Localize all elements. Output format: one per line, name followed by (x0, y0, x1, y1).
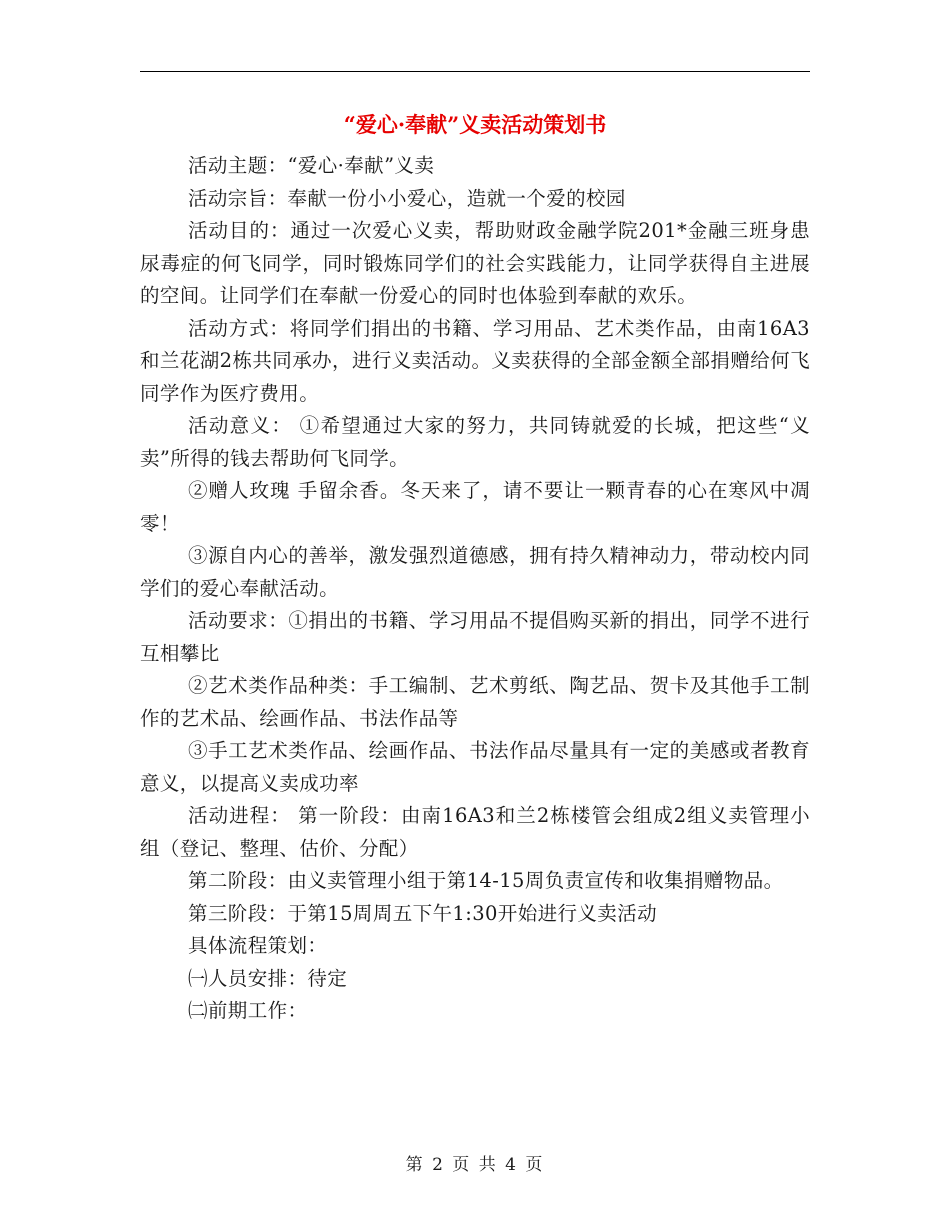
paragraph-stage-3: 第三阶段：于第15周周五下午1:30开始进行义卖活动 (188, 901, 658, 925)
paragraph-requirement-2: ②艺术类作品种类：手工编制、艺术剪纸、陶艺品、贺卡及其他手工制作的艺术品、绘画作品、书法作品等 (140, 674, 810, 730)
document-title: “爱心·奉献”义卖活动策划书 (343, 112, 607, 137)
paragraph-preparation: ㈡前期工作： (188, 999, 308, 1022)
paragraph-purpose: 活动宗旨：奉献一份小小爱心，造就一个爱的校园 (188, 186, 626, 210)
paragraph-requirement-1: 活动要求：①捐出的书籍、学习用品不提倡购买新的捐出，同学不进行互相攀比 (140, 609, 810, 665)
paragraph-meaning-1: 活动意义： ①希望通过大家的努力，共同铸就爱的长城，把这些“义卖”所得的钱去帮助何飞同学。 (140, 414, 810, 470)
paragraph-meaning-3: ③源自内心的善举，激发强烈道德感，拥有持久精神动力，带动校内同学们的爱心奉献活动。 (140, 544, 810, 600)
page-number: 第 2 页 共 4 页 (405, 1155, 545, 1175)
paragraph-requirement-3: ③手工艺术类作品、绘画作品、书法作品尽量具有一定的美感或者教育意义，以提高义卖成功率 (140, 739, 810, 795)
paragraph-flow-heading: 具体流程策划： (188, 934, 328, 957)
paragraph-stage-1: 活动进程： 第一阶段：由南16A3和兰2栋楼管会组成2组义卖管理小组（登记、整理、估价、分配） (140, 804, 810, 860)
paragraph-staffing: ㈠人员安排：待定 (188, 966, 348, 990)
header-rule (140, 71, 810, 72)
paragraph-meaning-2: ②赠人玫瑰 手留余香。冬天来了，请不要让一颗青春的心在寒风中凋零！ (140, 479, 810, 535)
paragraph-theme: 活动主题：“爱心·奉献”义卖 (188, 154, 435, 177)
paragraph-stage-2: 第二阶段：由义卖管理小组于第14-15周负责宣传和收集捐赠物品。 (188, 869, 784, 892)
document-body (140, 150, 810, 1028)
paragraph-goal: 活动目的：通过一次爱心义卖，帮助财政金融学院201*金融三班身患尿毒症的何飞同学，同时锻炼同学们的社会实践能力，让同学获得自主进展的空间。让同学们在奉献一份爱心的同时也体验到奉献的欢乐。 (140, 219, 810, 307)
paragraph-method: 活动方式：将同学们捐出的书籍、学习用品、艺术类作品，由南16A3和兰花湖2栋共同承办，进行义卖活动。义卖获得的全部金额全部捐赠给何飞同学作为医疗费用。 (140, 316, 810, 405)
